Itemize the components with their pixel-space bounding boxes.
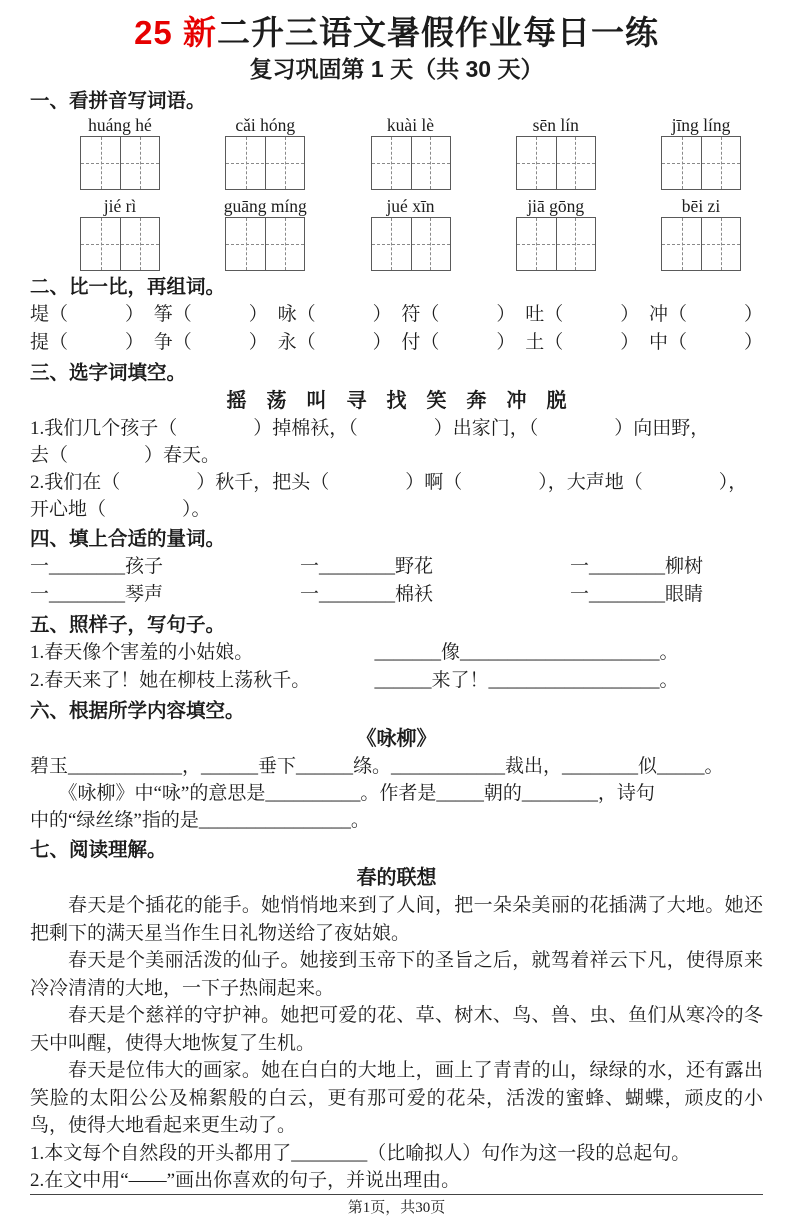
section6-heading: 六、根据所学内容填空。: [30, 700, 245, 723]
word-pair-cell: 冲（ ）: [648, 304, 763, 326]
pinyin-unit: [217, 196, 313, 271]
passage-title: 春的联想: [356, 867, 437, 890]
compare-words-row-2: [30, 329, 763, 357]
word-bank: 摇 荡 叫 寻 找 笑 奔 冲 脱: [226, 390, 567, 413]
passage-paragraph-4: 春天是位伟大的画家。她在白白的大地上，画上了青青的山，绿绿的水，还有露出笑脸的太阳公公及棉絮般的白云，更有那可爱的花朵，活泼的蜜蜂、蝴蝶，顽皮的小鸟，使得大地看起来更生动了。: [30, 1060, 763, 1137]
word-pair-cell: 付（ ）: [401, 332, 516, 354]
pinyin-row-2: [72, 196, 749, 271]
sentence2-line1: 2.我们在（ ）秋千，把头（ ）啊（ ），大声地（ ），: [30, 472, 748, 494]
word-pair-cell: 堤（ ）: [30, 304, 145, 326]
word-pair-cell: 筝（ ）: [153, 304, 268, 326]
pinyin-unit: [217, 115, 313, 190]
poem-fill-line-1: 碧玉____________，______垂下______绦。____________裁出，________似_____。: [30, 756, 724, 778]
passage-paragraph-1: 春天是个插花的能手。她悄悄地来到了人间，把一朵朵美丽的花插满了大地。她还把剩下的满天星当作生日礼物送给了夜姑娘。: [30, 895, 763, 944]
word-pair-cell: 符（ ）: [401, 304, 516, 326]
grid-cell: [226, 137, 266, 189]
measure-word-item: 一________柳树: [569, 556, 703, 578]
poem-fill-line-2: 《咏柳》中“咏”的意思是__________。作者是_____朝的________，诗句: [30, 783, 655, 805]
section4-heading: 四、填上合适的量词。: [30, 528, 226, 551]
grid-cell: [81, 137, 121, 189]
sentence1-line2: 去（ ）春天。: [30, 445, 221, 467]
pinyin-label: sēn lín: [532, 115, 579, 136]
pinyin-unit: [508, 196, 604, 271]
grid-cell: [265, 137, 304, 189]
pinyin-label: jiā gōng: [527, 196, 585, 217]
pinyin-label: guāng míng: [223, 196, 307, 217]
grid-cell: [372, 218, 412, 270]
writing-grid-box: [225, 217, 305, 271]
section1-heading: 一、看拼音写词语。: [30, 90, 206, 113]
section7-heading: 七、阅读理解。: [30, 839, 167, 862]
pinyin-label: bēi zi: [681, 196, 721, 217]
word-pair-cell: 中（ ）: [648, 332, 763, 354]
pinyin-label: huáng hé: [88, 115, 152, 136]
word-pair-cell: 永（ ）: [277, 332, 392, 354]
page-title-red-part: 25 新: [134, 14, 217, 51]
poem-fill-line-3: 中的“绿丝绦”指的是________________。: [30, 810, 370, 832]
grid-cell: [411, 137, 450, 189]
pinyin-unit: [508, 115, 604, 190]
writing-grid-box: [516, 136, 596, 190]
writing-grid-box: [371, 217, 451, 271]
measure-word-item: 一________琴声: [30, 584, 164, 606]
pinyin-unit: [72, 115, 168, 190]
answer-blank-2: ______来了！__________________。: [374, 670, 679, 692]
page-subtitle: 复习巩固第 1 天（共 30 天）: [249, 56, 544, 83]
grid-cell: [517, 218, 557, 270]
answer-blank-1: _______像_____________________。: [374, 642, 679, 664]
grid-cell: [701, 218, 740, 270]
sentence-practice: [30, 639, 763, 695]
grid-cell: [120, 218, 159, 270]
pinyin-unit: [653, 115, 749, 190]
sentence-examples: [30, 639, 375, 695]
sentence1-line1: 1.我们几个孩子（ ）掉棉袄，（ ）出家门，（ ）向田野，: [30, 418, 710, 440]
writing-grid-box: [80, 136, 160, 190]
grid-cell: [120, 137, 159, 189]
compare-words-row-1: [30, 301, 763, 329]
poem-title: 《咏柳》: [356, 728, 437, 751]
page-title: [30, 12, 763, 53]
passage-paragraph-3: 春天是个慈祥的守护神。她把可爱的花、草、树木、鸟、兽、虫、鱼们从寒冷的冬天中叫醒，使得大地恢复了生机。: [30, 1005, 763, 1054]
pinyin-unit: [363, 115, 459, 190]
grid-cell: [701, 137, 740, 189]
grid-cell: [411, 218, 450, 270]
grid-cell: [556, 137, 595, 189]
example-sentence-2: 2.春天来了！她在柳枝上荡秋千。: [30, 670, 311, 692]
word-pair-cell: 提（ ）: [30, 332, 145, 354]
writing-grid-box: [80, 217, 160, 271]
section5-heading: 五、照样子，写句子。: [30, 614, 226, 637]
pinyin-label: jié rì: [103, 196, 137, 217]
measure-word-row-2: [30, 581, 763, 609]
grid-cell: [226, 218, 266, 270]
grid-cell: [265, 218, 304, 270]
writing-grid-box: [661, 217, 741, 271]
comprehension-question-2: 2.在文中用“——”画出你喜欢的句子，并说出理由。: [30, 1169, 461, 1191]
measure-word-row-1: [30, 553, 763, 581]
sentence2-line2: 开心地（ ）。: [30, 499, 211, 521]
comprehension-question-1: 1.本文每个自然段的开头都用了________（比喻拟人）句作为这一段的总起句。: [30, 1142, 691, 1164]
word-pair-cell: 土（ ）: [525, 332, 640, 354]
sentence-answers: [375, 639, 763, 695]
page-number: 第1页，共30页: [347, 1199, 446, 1216]
measure-word-item: 一________野花: [299, 556, 433, 578]
word-pair-cell: 咏（ ）: [277, 304, 392, 326]
word-pair-cell: 争（ ）: [153, 332, 268, 354]
section2-heading: 二、比一比，再组词。: [30, 276, 226, 299]
pinyin-label: jué xīn: [386, 196, 435, 217]
example-sentence-1: 1.春天像个害羞的小姑娘。: [30, 642, 254, 664]
measure-word-item: 一________孩子: [30, 556, 164, 578]
passage-paragraph-2: 春天是个美丽活泼的仙子。她接到玉帝下的圣旨之后，就驾着祥云下凡，使得原来冷冷清清的大地，一下子热闹起来。: [30, 950, 763, 999]
grid-cell: [517, 137, 557, 189]
footer-divider: [30, 1194, 763, 1195]
page-footer: [30, 1194, 763, 1226]
page-title-black-part: 二升三语文暑假作业每日一练: [216, 14, 659, 51]
word-pair-cell: 吐（ ）: [525, 304, 640, 326]
pinyin-unit: [363, 196, 459, 271]
section3-heading: 三、选字词填空。: [30, 362, 187, 385]
reading-passage: [30, 892, 763, 1140]
writing-grid-box: [661, 136, 741, 190]
grid-cell: [556, 218, 595, 270]
grid-cell: [372, 137, 412, 189]
pinyin-row-1: [72, 115, 749, 190]
writing-grid-box: [371, 136, 451, 190]
pinyin-label: cǎi hóng: [235, 115, 296, 136]
measure-word-item: 一________眼睛: [569, 584, 703, 606]
pinyin-label: kuài lè: [386, 115, 435, 136]
writing-grid-box: [516, 217, 596, 271]
pinyin-unit: [653, 196, 749, 271]
pinyin-label: jīng líng: [671, 115, 731, 136]
grid-cell: [662, 218, 702, 270]
writing-grid-box: [225, 136, 305, 190]
measure-word-item: 一________棉袄: [299, 584, 433, 606]
grid-cell: [81, 218, 121, 270]
grid-cell: [662, 137, 702, 189]
pinyin-unit: [72, 196, 168, 271]
